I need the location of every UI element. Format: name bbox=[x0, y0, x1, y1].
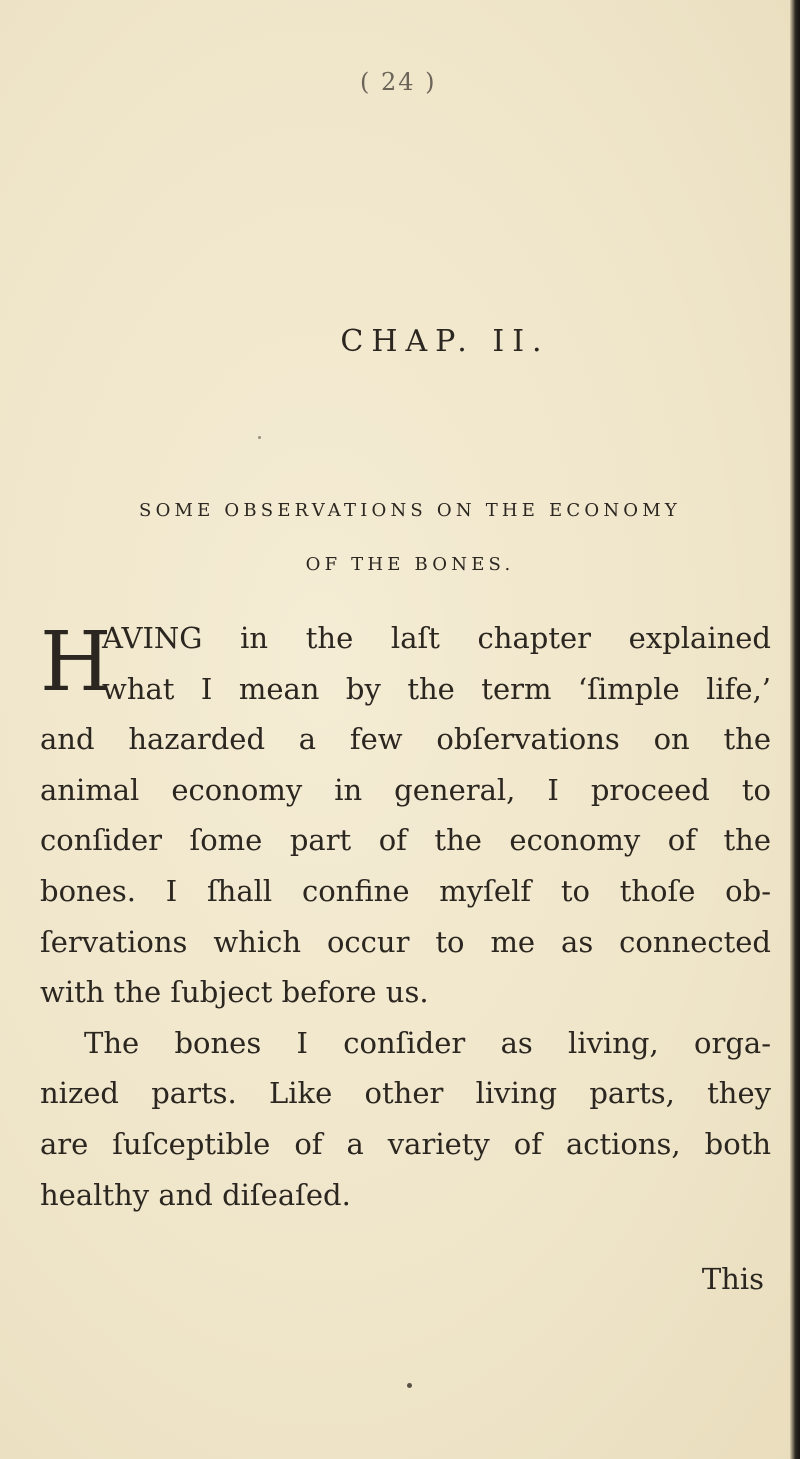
text-line: healthy and diſeaſed. bbox=[40, 1177, 351, 1212]
text-line: AVING in the laſt chapter explained bbox=[102, 621, 771, 655]
text-line: The bones I conſider as living, orga- bbox=[84, 1025, 771, 1060]
drop-cap: H bbox=[40, 615, 112, 710]
section-title-line-2: OF THE BONES. bbox=[305, 554, 515, 575]
body-text bbox=[40, 613, 771, 1220]
text-line: with the ſubject before us. bbox=[40, 975, 429, 1010]
catchword: This bbox=[701, 1262, 764, 1296]
text-line: and hazarded a few obſervations on the bbox=[40, 722, 771, 757]
text-line: animal economy in general, I proceed to bbox=[40, 772, 771, 807]
section-title bbox=[40, 484, 780, 592]
text-line: nized parts. Like other living parts, they bbox=[40, 1076, 771, 1111]
page-edge-shadow bbox=[790, 0, 800, 1459]
chapter-heading: CHAP. II. bbox=[340, 324, 550, 359]
page-number: ( 24 ) bbox=[360, 68, 437, 96]
ink-speck bbox=[258, 436, 261, 439]
ink-speck bbox=[407, 1383, 412, 1388]
text-line: are ſuſceptible of a variety of actions, both bbox=[40, 1126, 771, 1161]
text-line: ſervations which occur to me as connected bbox=[40, 924, 771, 959]
text-line: conſider ſome part of the economy of the bbox=[40, 823, 771, 858]
text-line: what I mean by the term ‘ſimple life,’ bbox=[102, 671, 771, 706]
text-line: bones. I ſhall confine myſelf to thoſe ob- bbox=[40, 873, 771, 908]
section-title-line-1: SOME OBSERVATIONS ON THE ECONOMY bbox=[139, 500, 681, 521]
